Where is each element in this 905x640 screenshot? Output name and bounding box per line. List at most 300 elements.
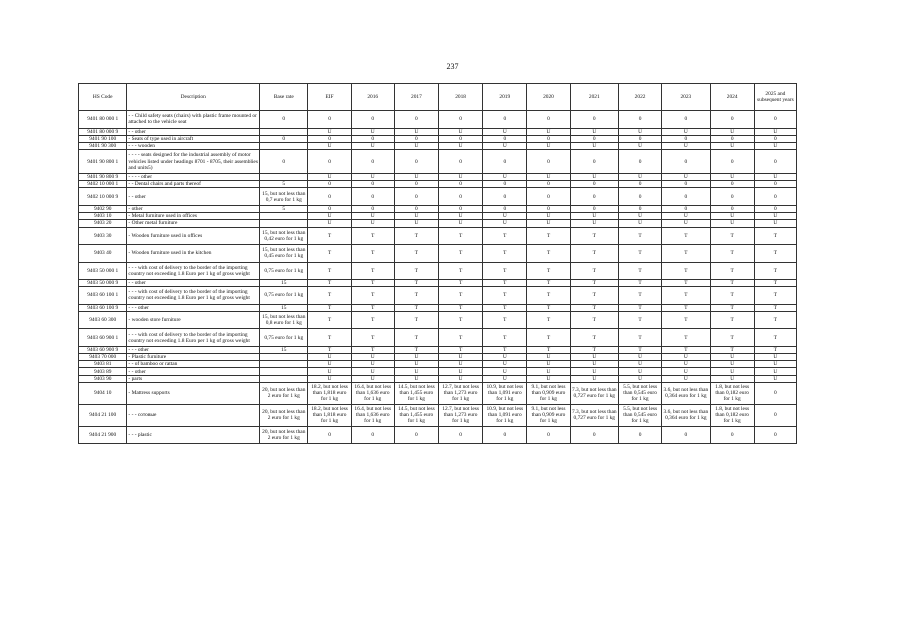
rate-cell-2018: T bbox=[439, 304, 483, 311]
rate-cell-2020: 0 bbox=[527, 426, 570, 444]
hs-code-cell: 9401 90 100 bbox=[79, 135, 127, 142]
rate-cell-2018: 12.7, but not less than 1,273 euro for 1 kg bbox=[439, 404, 483, 426]
base-rate-cell bbox=[260, 368, 308, 375]
hs-code-cell: 9403 60 100 1 bbox=[79, 287, 127, 305]
rate-cell-2021: T bbox=[570, 287, 618, 305]
rate-cell-2022: U bbox=[618, 375, 661, 382]
rate-cell-2020: 0 bbox=[527, 111, 570, 129]
rate-cell-2021: T bbox=[570, 346, 618, 353]
rate-cell-2024: U bbox=[710, 174, 754, 181]
rate-cell-2024: 1.8, but not less than 0,182 euro for 1 kg bbox=[710, 404, 754, 426]
rate-cell-2023: U bbox=[662, 213, 710, 220]
rate-cell-2021: 0 bbox=[570, 111, 618, 129]
rate-cell-2019: U bbox=[483, 142, 527, 149]
table-row bbox=[79, 262, 797, 280]
rate-cell-2025-and-subsequent: T bbox=[754, 304, 796, 311]
rate-cell-2024: T bbox=[710, 262, 754, 280]
hs-code-cell: 9401 80 000 9 bbox=[79, 128, 127, 135]
description-cell: - - - other bbox=[127, 304, 260, 311]
rate-cell-2020: T bbox=[527, 329, 570, 347]
rate-cell-2021: U bbox=[570, 361, 618, 368]
rate-cell-2018: U bbox=[439, 128, 483, 135]
header-2020: 2020 bbox=[527, 84, 570, 111]
rate-cell-2022: T bbox=[618, 245, 661, 263]
rate-cell-2018: T bbox=[439, 262, 483, 280]
rate-cell-2023: 3.6, but not less than 0,364 euro for 1 kg bbox=[662, 382, 710, 404]
rate-cell-2024: T bbox=[710, 245, 754, 263]
rate-cell-2024: 0 bbox=[710, 426, 754, 444]
rate-cell-2023: 0 bbox=[662, 135, 710, 142]
hs-code-cell: 9401 90 800 1 bbox=[79, 150, 127, 174]
table-row bbox=[79, 245, 797, 263]
hs-code-cell: 9403 60 100 9 bbox=[79, 304, 127, 311]
rate-cell-eif: T bbox=[308, 304, 351, 311]
rate-cell-2020: T bbox=[527, 311, 570, 329]
rate-cell-2017: T bbox=[394, 311, 438, 329]
rate-cell-2019: T bbox=[483, 304, 527, 311]
rate-cell-2025-and-subsequent: T bbox=[754, 311, 796, 329]
rate-cell-2025-and-subsequent: 0 bbox=[754, 111, 796, 129]
rate-cell-2017: 0 bbox=[394, 111, 438, 129]
rate-cell-2020: T bbox=[527, 262, 570, 280]
rate-cell-2023: T bbox=[662, 346, 710, 353]
base-rate-cell: 15, but not less than 0,8 euro for 1 kg bbox=[260, 311, 308, 329]
rate-cell-2021: U bbox=[570, 213, 618, 220]
rate-cell-2017: U bbox=[394, 142, 438, 149]
rate-cell-2017: 0 bbox=[394, 426, 438, 444]
rate-cell-2020: T bbox=[527, 287, 570, 305]
rate-cell-2023: 0 bbox=[662, 150, 710, 174]
rate-cell-2022: T bbox=[618, 346, 661, 353]
rate-cell-2016: 0 bbox=[351, 111, 394, 129]
rate-cell-2025-and-subsequent: U bbox=[754, 354, 796, 361]
rate-cell-2024: U bbox=[710, 220, 754, 227]
rate-cell-2019: U bbox=[483, 368, 527, 375]
rate-cell-2018: T bbox=[439, 287, 483, 305]
description-cell: - Seats of type used in aircraft bbox=[127, 135, 260, 142]
rate-cell-2022: 0 bbox=[618, 205, 661, 212]
hs-code-cell: 9404 10 bbox=[79, 382, 127, 404]
rate-cell-2024: 0 bbox=[710, 111, 754, 129]
rate-cell-2019: U bbox=[483, 354, 527, 361]
description-cell: - Other metal furniture bbox=[127, 220, 260, 227]
base-rate-cell bbox=[260, 220, 308, 227]
rate-cell-2023: 0 bbox=[662, 205, 710, 212]
hs-code-cell: 9403 50 000 1 bbox=[79, 262, 127, 280]
header-2024: 2024 bbox=[710, 84, 754, 111]
rate-cell-2025-and-subsequent: U bbox=[754, 361, 796, 368]
rate-cell-2025-and-subsequent: T bbox=[754, 262, 796, 280]
rate-cell-2021: U bbox=[570, 142, 618, 149]
hs-code-cell: 9404 21 100 bbox=[79, 404, 127, 426]
rate-cell-2024: 0 bbox=[710, 150, 754, 174]
rate-cell-2021: U bbox=[570, 354, 618, 361]
rate-cell-2023: T bbox=[662, 287, 710, 305]
rate-cell-2023: U bbox=[662, 361, 710, 368]
base-rate-cell: 0 bbox=[260, 135, 308, 142]
rate-cell-2021: T bbox=[570, 227, 618, 245]
rate-cell-2022: U bbox=[618, 354, 661, 361]
rate-cell-2018: T bbox=[439, 329, 483, 347]
description-cell: - - - with cost of delivery to the border of the importing country not exceeding 1.8 Euro per 1 kg of gross weight bbox=[127, 329, 260, 347]
base-rate-cell: 0,75 euro for 1 kg bbox=[260, 329, 308, 347]
base-rate-cell: 0,75 euro for 1 kg bbox=[260, 262, 308, 280]
rate-cell-2017: T bbox=[394, 227, 438, 245]
rate-cell-2022: 0 bbox=[618, 426, 661, 444]
rate-cell-2021: 7.3, but not less than 0,727 euro for 1 kg bbox=[570, 404, 618, 426]
rate-cell-2021: 0 bbox=[570, 426, 618, 444]
rate-cell-2020: U bbox=[527, 174, 570, 181]
hs-code-cell: 9403 30 bbox=[79, 227, 127, 245]
rate-cell-2019: T bbox=[483, 311, 527, 329]
rate-cell-2025-and-subsequent: 0 bbox=[754, 188, 796, 206]
rate-cell-2019: 0 bbox=[483, 205, 527, 212]
rate-cell-eif: 0 bbox=[308, 135, 351, 142]
rate-cell-2017: 0 bbox=[394, 188, 438, 206]
rate-cell-2019: T bbox=[483, 329, 527, 347]
table-row bbox=[79, 181, 797, 188]
rate-cell-2020: 9.1, but not less than 0,909 euro for 1 kg bbox=[527, 404, 570, 426]
hs-code-cell: 9403 50 000 9 bbox=[79, 280, 127, 287]
page-number: 237 bbox=[446, 62, 459, 71]
rate-cell-2017: T bbox=[394, 346, 438, 353]
header-2018: 2018 bbox=[439, 84, 483, 111]
base-rate-cell: 5 bbox=[260, 205, 308, 212]
rate-cell-2018: U bbox=[439, 142, 483, 149]
rate-cell-2017: 14.5, but not less than 1,455 euro for 1 kg bbox=[394, 404, 438, 426]
rate-cell-2025-and-subsequent: T bbox=[754, 287, 796, 305]
rate-cell-2022: U bbox=[618, 174, 661, 181]
rate-cell-2017: T bbox=[394, 329, 438, 347]
rate-cell-2022: T bbox=[618, 311, 661, 329]
rate-cell-2024: 0 bbox=[710, 188, 754, 206]
header-base-rate: Base rate bbox=[260, 84, 308, 111]
rate-cell-2016: T bbox=[351, 227, 394, 245]
rate-cell-2025-and-subsequent: U bbox=[754, 220, 796, 227]
rate-cell-2021: U bbox=[570, 128, 618, 135]
rate-cell-2021: T bbox=[570, 280, 618, 287]
rate-cell-2019: U bbox=[483, 174, 527, 181]
table-row bbox=[79, 361, 797, 368]
rate-cell-2018: T bbox=[439, 280, 483, 287]
rate-cell-eif: U bbox=[308, 174, 351, 181]
rate-cell-2020: U bbox=[527, 361, 570, 368]
rate-cell-2018: U bbox=[439, 354, 483, 361]
hs-code-cell: 9401 90 800 9 bbox=[79, 174, 127, 181]
base-rate-cell bbox=[260, 361, 308, 368]
hs-code-cell: 9402 90 bbox=[79, 205, 127, 212]
rate-cell-2025-and-subsequent: 0 bbox=[754, 150, 796, 174]
rate-cell-2020: 0 bbox=[527, 135, 570, 142]
base-rate-cell: 15, but not less than 0,7 euro for 1 kg bbox=[260, 188, 308, 206]
table-row bbox=[79, 375, 797, 382]
base-rate-cell: 20, but not less than 2 euro for 1 kg bbox=[260, 382, 308, 404]
rate-cell-2023: 0 bbox=[662, 426, 710, 444]
rate-cell-2019: U bbox=[483, 361, 527, 368]
rate-cell-2018: 0 bbox=[439, 426, 483, 444]
description-cell: - - - - seats designed for the industrial assembly of motor vehicles listed under headings 8701 - 8705, their assemblies and units5) bbox=[127, 150, 260, 174]
base-rate-cell: 0 bbox=[260, 150, 308, 174]
rate-cell-2021: 0 bbox=[570, 188, 618, 206]
rate-cell-2020: 0 bbox=[527, 205, 570, 212]
rate-cell-2019: T bbox=[483, 262, 527, 280]
tariff-schedule-table bbox=[78, 83, 797, 444]
rate-cell-eif: T bbox=[308, 311, 351, 329]
rate-cell-2022: U bbox=[618, 213, 661, 220]
rate-cell-2022: T bbox=[618, 287, 661, 305]
base-rate-cell bbox=[260, 128, 308, 135]
description-cell: - parts bbox=[127, 375, 260, 382]
rate-cell-2017: U bbox=[394, 174, 438, 181]
description-cell: - - - wooden bbox=[127, 142, 260, 149]
rate-cell-2016: T bbox=[351, 329, 394, 347]
rate-cell-2018: 0 bbox=[439, 181, 483, 188]
rate-cell-2025-and-subsequent: 0 bbox=[754, 404, 796, 426]
rate-cell-2023: U bbox=[662, 220, 710, 227]
rate-cell-2016: U bbox=[351, 174, 394, 181]
rate-cell-2025-and-subsequent: U bbox=[754, 368, 796, 375]
header-2017: 2017 bbox=[394, 84, 438, 111]
description-cell: - - other bbox=[127, 128, 260, 135]
rate-cell-2022: 0 bbox=[618, 135, 661, 142]
rate-cell-2017: 0 bbox=[394, 181, 438, 188]
description-cell: - - Child safety seats (chairs) with plastic frame mounted or attached to the vehicle seat bbox=[127, 111, 260, 129]
rate-cell-2020: U bbox=[527, 368, 570, 375]
rate-cell-2023: T bbox=[662, 227, 710, 245]
description-cell: - wooden store furniture bbox=[127, 311, 260, 329]
rate-cell-eif: U bbox=[308, 213, 351, 220]
hs-code-cell: 9403 10 bbox=[79, 213, 127, 220]
rate-cell-2019: U bbox=[483, 375, 527, 382]
rate-cell-2022: U bbox=[618, 142, 661, 149]
rate-cell-2022: 5.5, but not less than 0,545 euro for 1 kg bbox=[618, 382, 661, 404]
header-row bbox=[79, 84, 797, 111]
base-rate-cell: 15 bbox=[260, 280, 308, 287]
description-cell: - - - - other bbox=[127, 174, 260, 181]
rate-cell-2020: 0 bbox=[527, 181, 570, 188]
rate-cell-2023: T bbox=[662, 280, 710, 287]
hs-code-cell: 9403 20 bbox=[79, 220, 127, 227]
rate-cell-2018: U bbox=[439, 213, 483, 220]
table-row bbox=[79, 150, 797, 174]
rate-cell-2020: T bbox=[527, 346, 570, 353]
rate-cell-2019: 0 bbox=[483, 135, 527, 142]
base-rate-cell: 5 bbox=[260, 181, 308, 188]
description-cell: - - other bbox=[127, 280, 260, 287]
table-row bbox=[79, 382, 797, 404]
rate-cell-2020: T bbox=[527, 245, 570, 263]
rate-cell-2016: 0 bbox=[351, 150, 394, 174]
rate-cell-2018: U bbox=[439, 220, 483, 227]
description-cell: - - - plastic bbox=[127, 426, 260, 444]
rate-cell-2022: 0 bbox=[618, 181, 661, 188]
rate-cell-2018: T bbox=[439, 346, 483, 353]
rate-cell-2021: U bbox=[570, 368, 618, 375]
rate-cell-2025-and-subsequent: T bbox=[754, 346, 796, 353]
rate-cell-2025-and-subsequent: U bbox=[754, 174, 796, 181]
rate-cell-eif: T bbox=[308, 329, 351, 347]
rate-cell-2023: 0 bbox=[662, 188, 710, 206]
table-row bbox=[79, 426, 797, 444]
base-rate-cell bbox=[260, 213, 308, 220]
rate-cell-2023: T bbox=[662, 329, 710, 347]
rate-cell-2018: 0 bbox=[439, 135, 483, 142]
rate-cell-2017: T bbox=[394, 287, 438, 305]
rate-cell-2022: U bbox=[618, 128, 661, 135]
rate-cell-2019: 0 bbox=[483, 188, 527, 206]
table-row bbox=[79, 135, 797, 142]
table-row bbox=[79, 329, 797, 347]
rate-cell-2018: 12.7, but not less than 1,273 euro for 1 kg bbox=[439, 382, 483, 404]
rate-cell-2020: 0 bbox=[527, 188, 570, 206]
rate-cell-2025-and-subsequent: T bbox=[754, 245, 796, 263]
rate-cell-2019: T bbox=[483, 227, 527, 245]
rate-cell-2019: U bbox=[483, 213, 527, 220]
description-cell: - - - with cost of delivery to the border of the importing country not exceeding 1.8 Euro per 1 kg of gross weight bbox=[127, 287, 260, 305]
hs-code-cell: 9402 10 000 1 bbox=[79, 181, 127, 188]
rate-cell-2024: U bbox=[710, 213, 754, 220]
rate-cell-2019: U bbox=[483, 128, 527, 135]
rate-cell-2016: 0 bbox=[351, 426, 394, 444]
description-cell: - - of bamboo or rattan bbox=[127, 361, 260, 368]
rate-cell-2025-and-subsequent: T bbox=[754, 280, 796, 287]
rate-cell-2023: T bbox=[662, 245, 710, 263]
rate-cell-2025-and-subsequent: U bbox=[754, 142, 796, 149]
table-row bbox=[79, 128, 797, 135]
header-2022: 2022 bbox=[618, 84, 661, 111]
hs-code-cell: 9403 60 900 1 bbox=[79, 329, 127, 347]
rate-cell-2023: 3.6, but not less than 0,364 euro for 1 kg bbox=[662, 404, 710, 426]
rate-cell-2020: U bbox=[527, 213, 570, 220]
rate-cell-2024: U bbox=[710, 142, 754, 149]
rate-cell-2020: 0 bbox=[527, 150, 570, 174]
table-row bbox=[79, 111, 797, 129]
rate-cell-2016: T bbox=[351, 287, 394, 305]
rate-cell-2017: U bbox=[394, 213, 438, 220]
rate-cell-2022: U bbox=[618, 220, 661, 227]
rate-cell-2018: 0 bbox=[439, 150, 483, 174]
rate-cell-eif: 18.2, but not less than 1,818 euro for 1 kg bbox=[308, 404, 351, 426]
rate-cell-eif: T bbox=[308, 262, 351, 280]
rate-cell-2019: 0 bbox=[483, 181, 527, 188]
rate-cell-eif: 0 bbox=[308, 188, 351, 206]
rate-cell-2016: 0 bbox=[351, 135, 394, 142]
base-rate-cell: 20, but not less than 2 euro for 1 kg bbox=[260, 426, 308, 444]
rate-cell-2017: U bbox=[394, 375, 438, 382]
rate-cell-2023: 0 bbox=[662, 111, 710, 129]
rate-cell-eif: U bbox=[308, 361, 351, 368]
rate-cell-2017: U bbox=[394, 128, 438, 135]
description-cell: - - - with cost of delivery to the border of the importing country not exceeding 1.8 Euro per 1 kg of gross weight bbox=[127, 262, 260, 280]
rate-cell-2018: U bbox=[439, 368, 483, 375]
rate-cell-2025-and-subsequent: 0 bbox=[754, 205, 796, 212]
base-rate-cell: 0,75 euro for 1 kg bbox=[260, 287, 308, 305]
rate-cell-2020: T bbox=[527, 304, 570, 311]
description-cell: - Metal furniture used in offices bbox=[127, 213, 260, 220]
rate-cell-2024: T bbox=[710, 311, 754, 329]
header-2023: 2023 bbox=[662, 84, 710, 111]
rate-cell-2020: U bbox=[527, 354, 570, 361]
rate-cell-2024: 1.8, but not less than 0,182 euro for 1 kg bbox=[710, 382, 754, 404]
rate-cell-eif: U bbox=[308, 375, 351, 382]
rate-cell-2018: T bbox=[439, 227, 483, 245]
rate-cell-2018: T bbox=[439, 311, 483, 329]
rate-cell-2017: U bbox=[394, 361, 438, 368]
description-cell: - - other bbox=[127, 368, 260, 375]
rate-cell-eif: U bbox=[308, 368, 351, 375]
rate-cell-2025-and-subsequent: T bbox=[754, 329, 796, 347]
rate-cell-2016: U bbox=[351, 354, 394, 361]
rate-cell-2021: T bbox=[570, 329, 618, 347]
table-row bbox=[79, 368, 797, 375]
table-row bbox=[79, 287, 797, 305]
base-rate-cell: 15, but not less than 0,42 euro for 1 kg bbox=[260, 227, 308, 245]
hs-code-cell: 9403 81 bbox=[79, 361, 127, 368]
rate-cell-2022: T bbox=[618, 262, 661, 280]
rate-cell-2024: 0 bbox=[710, 181, 754, 188]
hs-code-cell: 9401 90 300 bbox=[79, 142, 127, 149]
rate-cell-2020: U bbox=[527, 375, 570, 382]
rate-cell-2025-and-subsequent: U bbox=[754, 128, 796, 135]
rate-cell-2016: U bbox=[351, 142, 394, 149]
rate-cell-2025-and-subsequent: 0 bbox=[754, 382, 796, 404]
rate-cell-2019: T bbox=[483, 280, 527, 287]
rate-cell-2022: U bbox=[618, 361, 661, 368]
hs-code-cell: 9403 60 900 9 bbox=[79, 346, 127, 353]
rate-cell-eif: 18.2, but not less than 1,818 euro for 1 kg bbox=[308, 382, 351, 404]
rate-cell-2018: U bbox=[439, 361, 483, 368]
table-row bbox=[79, 280, 797, 287]
rate-cell-2024: U bbox=[710, 361, 754, 368]
rate-cell-2019: 0 bbox=[483, 426, 527, 444]
rate-cell-2019: 10.9, but not less than 1,091 euro for 1 kg bbox=[483, 382, 527, 404]
rate-cell-2019: 0 bbox=[483, 111, 527, 129]
table-row bbox=[79, 304, 797, 311]
rate-cell-2023: U bbox=[662, 375, 710, 382]
rate-cell-2016: T bbox=[351, 280, 394, 287]
rate-cell-2022: T bbox=[618, 329, 661, 347]
description-cell: - Wooden furniture used in offices bbox=[127, 227, 260, 245]
rate-cell-2022: T bbox=[618, 227, 661, 245]
rate-cell-2019: T bbox=[483, 287, 527, 305]
rate-cell-2023: 0 bbox=[662, 181, 710, 188]
description-cell: - - - other bbox=[127, 346, 260, 353]
rate-cell-2020: U bbox=[527, 128, 570, 135]
rate-cell-2021: U bbox=[570, 220, 618, 227]
rate-cell-eif: U bbox=[308, 220, 351, 227]
rate-cell-2025-and-subsequent: U bbox=[754, 213, 796, 220]
rate-cell-2023: T bbox=[662, 262, 710, 280]
rate-cell-2021: T bbox=[570, 304, 618, 311]
rate-cell-2023: T bbox=[662, 304, 710, 311]
rate-cell-2016: U bbox=[351, 368, 394, 375]
base-rate-cell bbox=[260, 142, 308, 149]
rate-cell-2019: T bbox=[483, 346, 527, 353]
rate-cell-2020: U bbox=[527, 220, 570, 227]
base-rate-cell: 15, but not less than 0,45 euro for 1 kg bbox=[260, 245, 308, 263]
rate-cell-eif: 0 bbox=[308, 150, 351, 174]
description-cell: - Plastic furniture bbox=[127, 354, 260, 361]
base-rate-cell bbox=[260, 174, 308, 181]
rate-cell-2016: T bbox=[351, 304, 394, 311]
header-2019: 2019 bbox=[483, 84, 527, 111]
rate-cell-2021: 0 bbox=[570, 181, 618, 188]
rate-cell-eif: T bbox=[308, 346, 351, 353]
description-cell: - Wooden furniture used in the kitchen bbox=[127, 245, 260, 263]
rate-cell-eif: T bbox=[308, 227, 351, 245]
rate-cell-2017: U bbox=[394, 368, 438, 375]
rate-cell-2024: T bbox=[710, 346, 754, 353]
